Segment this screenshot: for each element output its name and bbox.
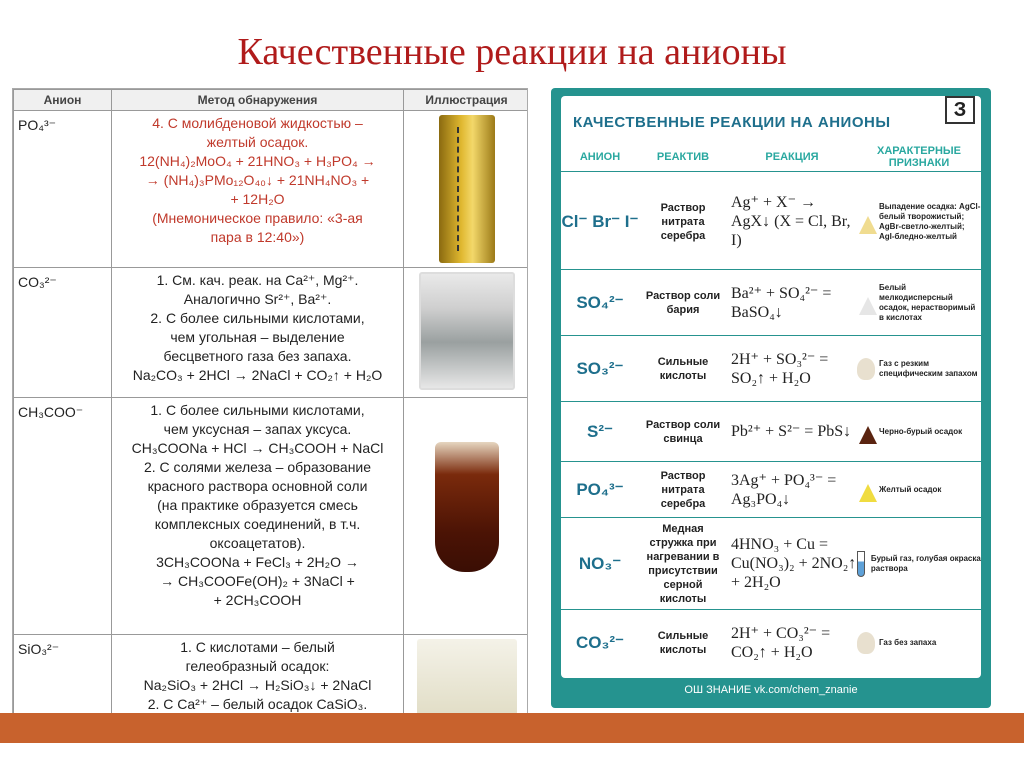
poster-sign-text: Газ с резким специфическим запахом: [879, 358, 978, 378]
method-line: Аналогично Sr²⁺, Ba²⁺.: [183, 291, 332, 307]
row-anion: CH₃COO⁻: [14, 398, 112, 635]
poster-sign: [857, 420, 981, 444]
poster-reaction: 3Ag⁺ + PO₄³⁻ = Ag₃PO₄↓: [731, 471, 837, 508]
bubbling-beaker-photo: [419, 272, 515, 390]
slide-title: Качественные реакции на анионы: [237, 31, 787, 73]
method-line: → CH₃COOFe(OH)₂ + 3NaCl +: [160, 573, 355, 589]
footer-accent-bar: [0, 713, 1024, 743]
left-table-panel: [12, 88, 528, 730]
method-line: Na₂CO₃ + 2HCl → 2NaCl + CO₂↑ + H₂O: [132, 367, 383, 383]
row-illustration: [404, 268, 529, 398]
method-line: желтый осадок.: [206, 134, 309, 150]
table-row: [14, 398, 529, 635]
method-line: чем угольная – выделение: [170, 329, 345, 345]
method-line: Na₂SiO₃ + 2HCl → H₂SiO₃↓ + 2NaCl: [143, 677, 372, 693]
test-tube-icon: [857, 551, 865, 577]
row-method: [112, 398, 404, 635]
poster-row: [561, 174, 981, 270]
white-gel-photo: [417, 639, 517, 721]
poster-reagent: Раствор соли свинца: [645, 418, 721, 445]
flask-icon: [859, 297, 877, 315]
method-line: бесцветного газа без запаха.: [163, 348, 352, 364]
poster-title: КАЧЕСТВЕННЫЕ РЕАКЦИИ НА АНИОНЫ: [573, 114, 891, 131]
poster-row: [561, 610, 981, 676]
row-anion: SiO₃²⁻: [14, 635, 112, 731]
table-row: [14, 268, 529, 398]
header-method: Метод обнаружения: [112, 90, 404, 111]
method-line: 1. См. кач. реак. на Ca²⁺, Mg²⁺.: [156, 272, 359, 288]
red-brown-solution-photo: [435, 442, 499, 572]
method-line: (Мнемоническое правило: «3-ая: [152, 210, 363, 226]
flask-icon: [859, 216, 877, 234]
poster-row: [561, 336, 981, 402]
gas-cloud-icon: [857, 358, 875, 380]
poster-anion: S²⁻: [587, 421, 613, 441]
method-line: гелеобразный осадок:: [185, 658, 330, 674]
method-line: (на практике образуется смесь: [157, 497, 358, 513]
poster-sign-text: Газ без запаха: [879, 638, 937, 647]
method-line: комплексных соединений, в т.ч.: [154, 516, 361, 532]
flask-icon: [859, 484, 877, 502]
method-line: 3CH₃COONa + FeCl₃ + 2H₂O →: [156, 554, 359, 570]
table-header-row: [14, 90, 529, 111]
poster-sign: [857, 632, 981, 654]
header-anion: Анион: [14, 90, 112, 111]
poster-reaction: Ag⁺ + X⁻ → AgX↓ (X = Cl, Br, I): [731, 194, 851, 249]
method-line: 1. С более сильными кислотами,: [150, 402, 365, 418]
poster-row: [561, 518, 981, 610]
method-line: 2. С более сильными кислотами,: [150, 310, 365, 326]
poster-reagent: Медная стружка при нагревании в присутствии серной кислоты: [646, 522, 720, 605]
poster-header-reaction: РЕАКЦИЯ: [765, 150, 819, 163]
poster-sign-text: Выпадение осадка: AgCl-белый творожистый; AgBr-светло-желтый; AgI-бледно-желтый: [879, 201, 981, 241]
method-line: CH₃COONa + HCl → CH₃COOH + NaCl: [131, 440, 384, 456]
poster-reaction: 2H⁺ + SO₃²⁻ = SO₂↑ + H₂O: [731, 350, 829, 387]
row-method: [112, 268, 404, 398]
poster-sign: [857, 202, 981, 242]
poster-reaction: Ba²⁺ + SO₄²⁻ = BaSO₄↓: [731, 284, 832, 321]
poster-row: [561, 402, 981, 462]
method-line: пара в 12:40»): [210, 229, 305, 245]
poster-reagent: Сильные кислоты: [657, 630, 709, 656]
method-line: оксоацетатов).: [209, 535, 306, 551]
method-line: 4. С молибденовой жидкостью –: [152, 115, 363, 131]
poster-header-signs: ХАРАКТЕРНЫЕ ПРИЗНАКИ: [876, 144, 962, 169]
poster-header-reagent: РЕАКТИВ: [656, 150, 710, 163]
poster-anion: PO₄³⁻: [576, 479, 624, 499]
poster-reagent: Раствор нитрата серебра: [660, 469, 706, 510]
poster-sign: [857, 551, 981, 577]
row-anion: PO₄³⁻: [14, 111, 112, 268]
method-line: → (NH₄)₃PMo₁₂O₄₀↓ + 21NH₄NO₃ +: [145, 172, 370, 188]
row-illustration: [404, 398, 529, 635]
row-anion: CO₃²⁻: [14, 268, 112, 398]
table-row: [14, 111, 529, 268]
flask-icon: [859, 426, 877, 444]
poster-anion: NO₃⁻: [578, 553, 622, 573]
poster-sign: [857, 478, 981, 502]
poster-reaction: 2H⁺ + CO₃²⁻ = CO₂↑ + H₂O: [731, 625, 831, 661]
method-line: + 12H₂O: [230, 191, 285, 207]
poster-reaction: Pb²⁺ + S²⁻ = PbS↓: [731, 423, 852, 440]
poster-reaction: 4HNO₃ + Cu = Cu(NO₃)₂ + 2NO₂↑ + 2H₂O: [731, 536, 857, 591]
znanie-logo: З: [945, 96, 975, 124]
poster-row: [561, 270, 981, 336]
gas-cloud-icon: [857, 632, 875, 654]
poster-reagent: Раствор нитрата серебра: [660, 201, 706, 242]
poster-sign: [857, 283, 981, 323]
poster-footer: ОШ ЗНАНИЕ vk.com/chem_znanie: [684, 684, 858, 696]
reactions-poster: [551, 88, 991, 708]
method-line: 12(NH₄)₂MoO₄ + 21HNO₃ + H₃PO₄ →: [139, 153, 376, 169]
poster-reagent: Сильные кислоты: [657, 355, 709, 382]
poster-anion: Cl⁻ Br⁻ I⁻: [561, 211, 639, 231]
poster-sign-text: Желтый осадок: [879, 484, 942, 494]
row-illustration: [404, 111, 529, 268]
row-method: [112, 111, 404, 268]
method-line: красного раствора основной соли: [147, 478, 368, 494]
anion-methods-table: [13, 89, 528, 730]
method-line: 1. С кислотами – белый: [180, 639, 335, 655]
yellow-precipitate-photo: [439, 115, 495, 263]
poster-sign-text: Черно-бурый осадок: [879, 426, 963, 436]
poster-anion: SO₃²⁻: [576, 358, 624, 378]
poster-sign-text: Белый мелкодисперсный осадок, нерастворимый в кислотах: [879, 282, 976, 322]
poster-header-row: [561, 142, 981, 172]
method-line: + 2CH₃COOH: [213, 592, 302, 608]
poster-anion: SO₄²⁻: [576, 292, 624, 312]
poster-card: [561, 96, 981, 678]
method-line: 2. С солями железа – образование: [143, 459, 372, 475]
poster-row: [561, 462, 981, 518]
poster-sign: [857, 358, 981, 380]
poster-anion: CO₃²⁻: [576, 633, 624, 652]
poster-reagent: Раствор соли бария: [645, 289, 721, 316]
poster-header-anion: АНИОН: [579, 150, 621, 163]
poster-sign-text: Бурый газ, голубая окраска раствора: [870, 553, 981, 573]
method-line: 2. С Ca²⁺ – белый осадок CaSiO₃.: [147, 696, 368, 712]
method-line: чем уксусная – запах уксуса.: [163, 421, 352, 437]
header-illustration: Иллюстрация: [404, 90, 529, 111]
